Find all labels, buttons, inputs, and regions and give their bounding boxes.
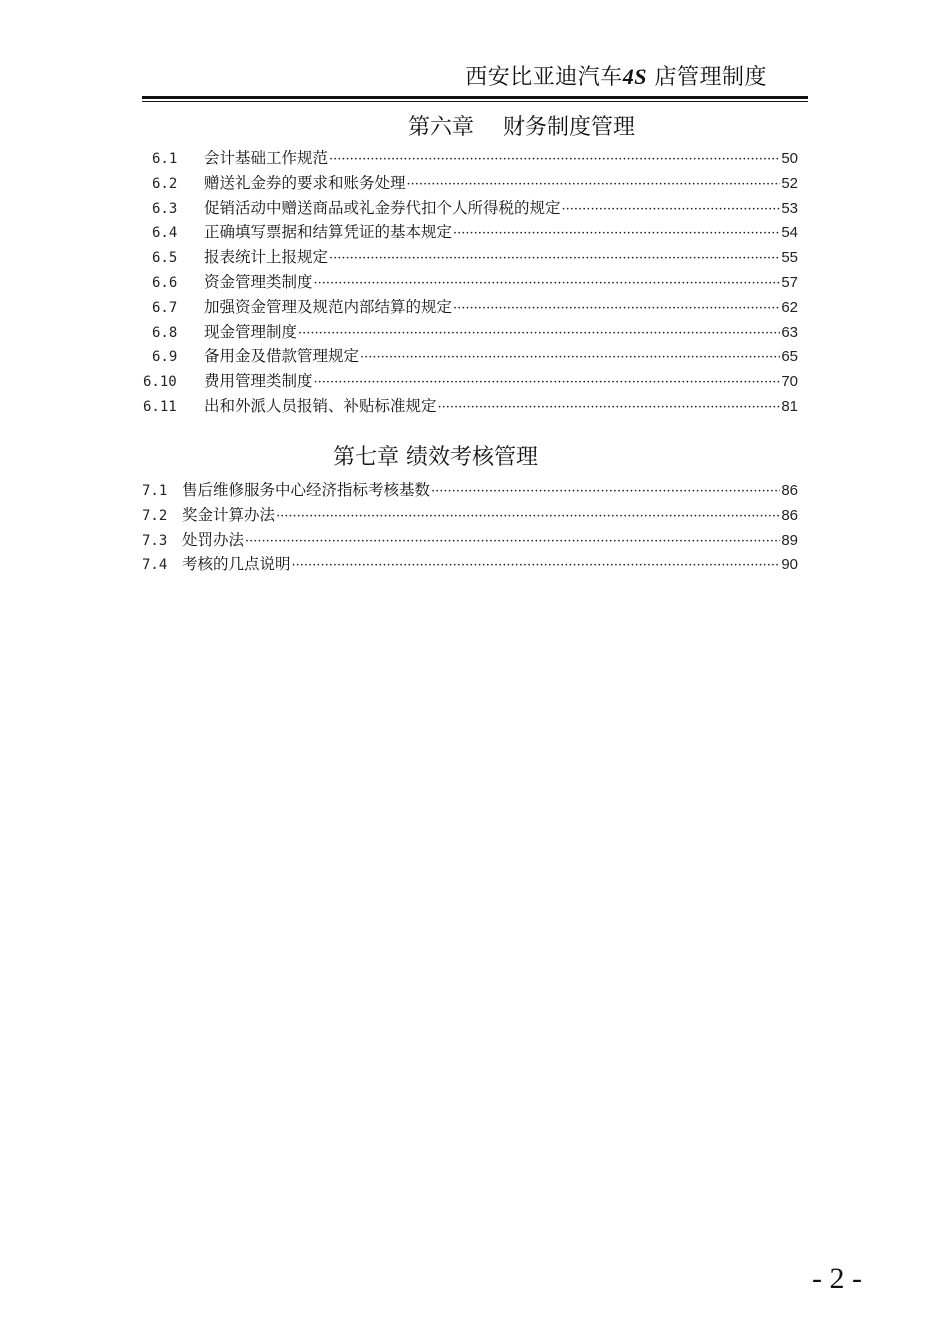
header-rule-thin	[142, 101, 808, 102]
toc-entry-number-text: 6.4	[152, 225, 178, 242]
toc-entry-page: 50	[781, 150, 798, 167]
toc-entry-number	[142, 172, 204, 197]
header-title-suffix: 店管理制度	[647, 65, 767, 90]
toc-entry[interactable]	[142, 196, 798, 221]
toc-entry-number-text: 7.1	[142, 483, 168, 499]
document-header-title	[465, 60, 767, 91]
toc-entry[interactable]	[142, 320, 798, 345]
toc-entry-page: 89	[781, 531, 798, 549]
toc-entry-page: 81	[781, 397, 798, 415]
toc-entry[interactable]	[142, 270, 798, 295]
toc-entry-number-text: 6.8	[152, 324, 178, 341]
toc-entry-number-text: 7.4	[142, 557, 168, 574]
toc-entry-number	[142, 345, 204, 370]
chapter-6-title: 第六章 财务制度管理	[408, 115, 635, 140]
toc-entry-title: 现金管理制度	[204, 322, 298, 341]
toc-entry-leader-dots	[453, 297, 780, 322]
toc-entry-leader-dots	[292, 554, 781, 579]
toc-entry-number	[142, 321, 204, 346]
header-title-bold: 4S	[622, 64, 647, 89]
toc-entry-title: 备用金及借款管理规定	[204, 347, 360, 366]
toc-entry-leader-dots	[298, 322, 780, 347]
toc-entry-title: 加强资金管理及规范内部结算的规定	[204, 297, 453, 316]
toc-entry-leader-dots	[360, 346, 780, 371]
toc-entry[interactable]	[142, 503, 798, 528]
toc-entry-number	[142, 529, 182, 554]
toc-entry-leader-dots	[314, 272, 781, 297]
toc-entry-page: 65	[781, 348, 798, 366]
chapter-6-toc	[142, 146, 798, 419]
header-title-prefix: 西安比亚迪汽车	[465, 65, 623, 90]
toc-entry-title: 报表统计上报规定	[204, 248, 329, 267]
toc-entry-leader-dots	[431, 480, 780, 505]
toc-entry-title: 正确填写票据和结算凭证的基本规定	[204, 223, 453, 242]
toc-entry-number-text: 6.7	[152, 299, 178, 316]
toc-entry-page: 70	[781, 373, 798, 391]
toc-entry-title: 促销活动中赠送商品或礼金券代扣个人所得税的规定	[204, 198, 561, 217]
toc-entry-number-text: 6.2	[152, 175, 178, 192]
toc-entry-page: 63	[781, 323, 798, 341]
toc-entry[interactable]	[142, 344, 798, 369]
toc-entry-page: 53	[781, 199, 798, 217]
header-rule-thick	[142, 96, 808, 99]
toc-entry[interactable]	[142, 369, 798, 394]
toc-entry-title: 赠送礼金券的要求和账务处理	[204, 173, 406, 192]
toc-entry[interactable]	[142, 478, 798, 503]
chapter-7-title: 第七章 绩效考核管理	[333, 445, 538, 470]
toc-entry-number-text: 6.3	[152, 200, 178, 217]
toc-entry[interactable]	[142, 220, 798, 245]
toc-entry-number-text: 6.11	[143, 398, 177, 415]
toc-entry-number	[142, 296, 204, 321]
toc-entry-number	[142, 221, 204, 246]
toc-entry-page: 52	[781, 174, 798, 192]
toc-entry-page: 54	[781, 224, 798, 242]
toc-entry-title: 资金管理类制度	[204, 272, 313, 291]
toc-entry-number-text: 6.5	[152, 250, 178, 267]
toc-entry[interactable]	[142, 171, 798, 196]
toc-entry-number	[142, 395, 204, 420]
toc-entry-page: 86	[781, 482, 798, 499]
toc-entry-number-text: 6.6	[152, 274, 178, 291]
toc-entry-page: 62	[781, 298, 798, 316]
toc-entry-title: 会计基础工作规范	[204, 149, 329, 167]
toc-entry-title: 费用管理类制度	[204, 372, 313, 391]
toc-entry-title: 出和外派人员报销、补贴标准规定	[204, 396, 437, 415]
toc-entry[interactable]	[142, 295, 798, 320]
toc-entry-number-text: 7.3	[142, 532, 168, 549]
toc-entry-title: 售后维修服务中心经济指标考核基数	[182, 481, 431, 499]
toc-entry-leader-dots	[276, 505, 780, 530]
toc-entry[interactable]	[142, 245, 798, 270]
toc-entry-number-text: 7.2	[142, 507, 168, 524]
toc-entry-page: 55	[781, 249, 798, 267]
toc-entry-title: 处罚办法	[182, 530, 245, 549]
toc-entry-number-text: 6.1	[152, 151, 178, 167]
page-number: - 2 -	[812, 1262, 862, 1295]
toc-entry[interactable]	[142, 146, 798, 171]
toc-entry[interactable]	[142, 394, 798, 419]
toc-entry-leader-dots	[329, 247, 780, 272]
toc-entry-page: 90	[781, 556, 798, 574]
toc-entry-number	[142, 504, 182, 529]
toc-entry-number	[142, 370, 204, 395]
toc-entry-leader-dots	[407, 173, 781, 198]
toc-entry[interactable]	[142, 552, 798, 577]
toc-entry-number-text: 6.9	[152, 349, 178, 366]
toc-entry-number-text: 6.10	[143, 374, 177, 391]
toc-entry-page: 57	[781, 273, 798, 291]
toc-entry-number	[142, 246, 204, 271]
toc-entry-leader-dots	[245, 530, 780, 555]
toc-entry-leader-dots	[329, 148, 780, 173]
chapter-7-toc	[142, 478, 798, 577]
toc-entry[interactable]	[142, 528, 798, 553]
toc-entry-title: 奖金计算办法	[182, 505, 276, 524]
toc-entry-leader-dots	[314, 371, 781, 396]
toc-entry-page: 86	[781, 506, 798, 524]
toc-entry-number	[142, 197, 204, 222]
toc-entry-number	[142, 271, 204, 296]
toc-entry-leader-dots	[562, 198, 781, 223]
toc-entry-title: 考核的几点说明	[182, 555, 291, 574]
toc-entry-leader-dots	[453, 222, 780, 247]
toc-entry-number	[142, 147, 204, 172]
toc-entry-leader-dots	[438, 396, 781, 421]
toc-entry-number	[142, 479, 182, 504]
toc-entry-number	[142, 553, 182, 578]
